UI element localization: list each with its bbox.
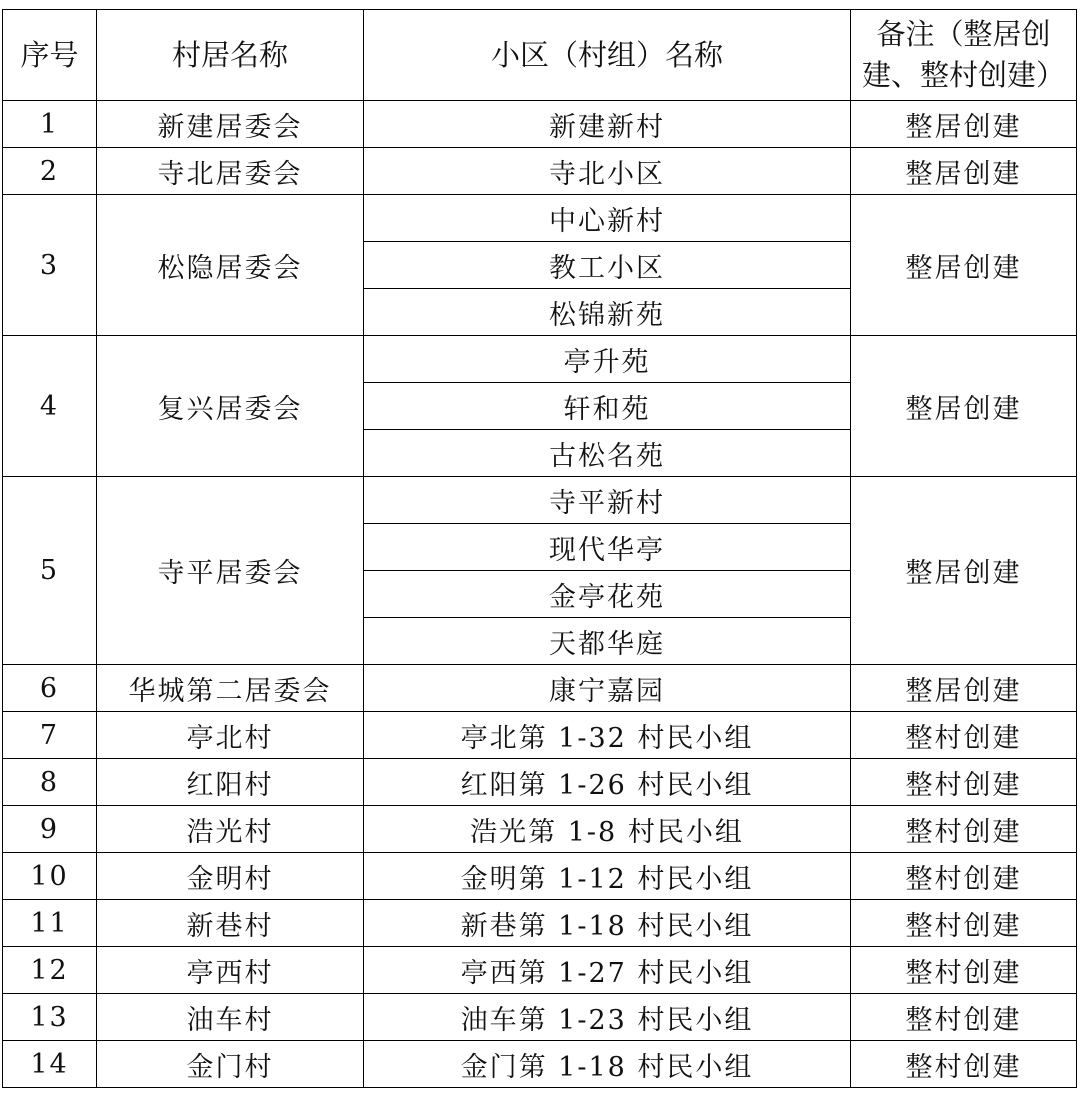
cell-remark: 整居创建	[851, 195, 1077, 336]
cell-index: 7	[3, 712, 97, 759]
table-row	[3, 947, 1077, 994]
community-table	[2, 9, 1077, 1088]
table-row	[3, 101, 1077, 148]
table-row	[3, 994, 1077, 1041]
cell-community: 金明第 1-12 村民小组	[364, 853, 851, 900]
cell-remark: 整村创建	[851, 900, 1077, 947]
cell-index: 6	[3, 665, 97, 712]
table-row	[3, 712, 1077, 759]
cell-remark: 整居创建	[851, 336, 1077, 477]
cell-community: 寺北小区	[364, 148, 851, 195]
cell-community: 亭西第 1-27 村民小组	[364, 947, 851, 994]
cell-community: 新巷第 1-18 村民小组	[364, 900, 851, 947]
cell-community: 金亭花苑	[364, 571, 851, 618]
cell-village: 新巷村	[97, 900, 364, 947]
cell-village: 亭西村	[97, 947, 364, 994]
header-community: 小区（村组）名称	[364, 10, 851, 101]
cell-index: 5	[3, 477, 97, 665]
cell-remark: 整村创建	[851, 712, 1077, 759]
cell-index: 10	[3, 853, 97, 900]
cell-remark: 整居创建	[851, 101, 1077, 148]
cell-remark: 整村创建	[851, 759, 1077, 806]
cell-community: 中心新村	[364, 195, 851, 242]
cell-community: 亭北第 1-32 村民小组	[364, 712, 851, 759]
cell-community: 新建新村	[364, 101, 851, 148]
cell-remark: 整居创建	[851, 665, 1077, 712]
cell-village: 新建居委会	[97, 101, 364, 148]
cell-community: 现代华亭	[364, 524, 851, 571]
table-header	[3, 10, 1077, 101]
cell-village: 亭北村	[97, 712, 364, 759]
cell-index: 12	[3, 947, 97, 994]
table-row	[3, 759, 1077, 806]
cell-index: 3	[3, 195, 97, 336]
cell-village: 华城第二居委会	[97, 665, 364, 712]
cell-index: 4	[3, 336, 97, 477]
cell-index: 9	[3, 806, 97, 853]
cell-community: 寺平新村	[364, 477, 851, 524]
cell-community: 油车第 1-23 村民小组	[364, 994, 851, 1041]
cell-community: 红阳第 1-26 村民小组	[364, 759, 851, 806]
table-row	[3, 336, 1077, 383]
cell-village: 红阳村	[97, 759, 364, 806]
cell-village: 寺平居委会	[97, 477, 364, 665]
cell-index: 13	[3, 994, 97, 1041]
cell-community: 松锦新苑	[364, 289, 851, 336]
cell-remark: 整村创建	[851, 806, 1077, 853]
cell-community: 金门第 1-18 村民小组	[364, 1041, 851, 1088]
table-row	[3, 900, 1077, 947]
cell-index: 2	[3, 148, 97, 195]
header-row	[3, 10, 1077, 101]
cell-community: 浩光第 1-8 村民小组	[364, 806, 851, 853]
header-village: 村居名称	[97, 10, 364, 101]
cell-village: 油车村	[97, 994, 364, 1041]
cell-remark: 整村创建	[851, 1041, 1077, 1088]
cell-community: 教工小区	[364, 242, 851, 289]
cell-community: 康宁嘉园	[364, 665, 851, 712]
cell-village: 寺北居委会	[97, 148, 364, 195]
table-row	[3, 853, 1077, 900]
header-index: 序号	[3, 10, 97, 101]
cell-village: 松隐居委会	[97, 195, 364, 336]
cell-index: 14	[3, 1041, 97, 1088]
cell-village: 复兴居委会	[97, 336, 364, 477]
table-row	[3, 665, 1077, 712]
cell-village: 金明村	[97, 853, 364, 900]
cell-remark: 整居创建	[851, 148, 1077, 195]
cell-remark: 整村创建	[851, 853, 1077, 900]
cell-remark: 整居创建	[851, 477, 1077, 665]
table-row	[3, 806, 1077, 853]
cell-community: 天都华庭	[364, 618, 851, 665]
cell-community: 轩和苑	[364, 383, 851, 430]
header-remark: 备注（整居创建、整村创建）	[851, 10, 1077, 101]
table-row	[3, 148, 1077, 195]
cell-remark: 整村创建	[851, 994, 1077, 1041]
cell-index: 1	[3, 101, 97, 148]
table-row	[3, 477, 1077, 524]
cell-community: 古松名苑	[364, 430, 851, 477]
cell-village: 金门村	[97, 1041, 364, 1088]
cell-village: 浩光村	[97, 806, 364, 853]
table-row	[3, 195, 1077, 242]
cell-remark: 整村创建	[851, 947, 1077, 994]
cell-community: 亭升苑	[364, 336, 851, 383]
cell-index: 11	[3, 900, 97, 947]
cell-index: 8	[3, 759, 97, 806]
table-row	[3, 1041, 1077, 1088]
table-body	[3, 101, 1077, 1088]
